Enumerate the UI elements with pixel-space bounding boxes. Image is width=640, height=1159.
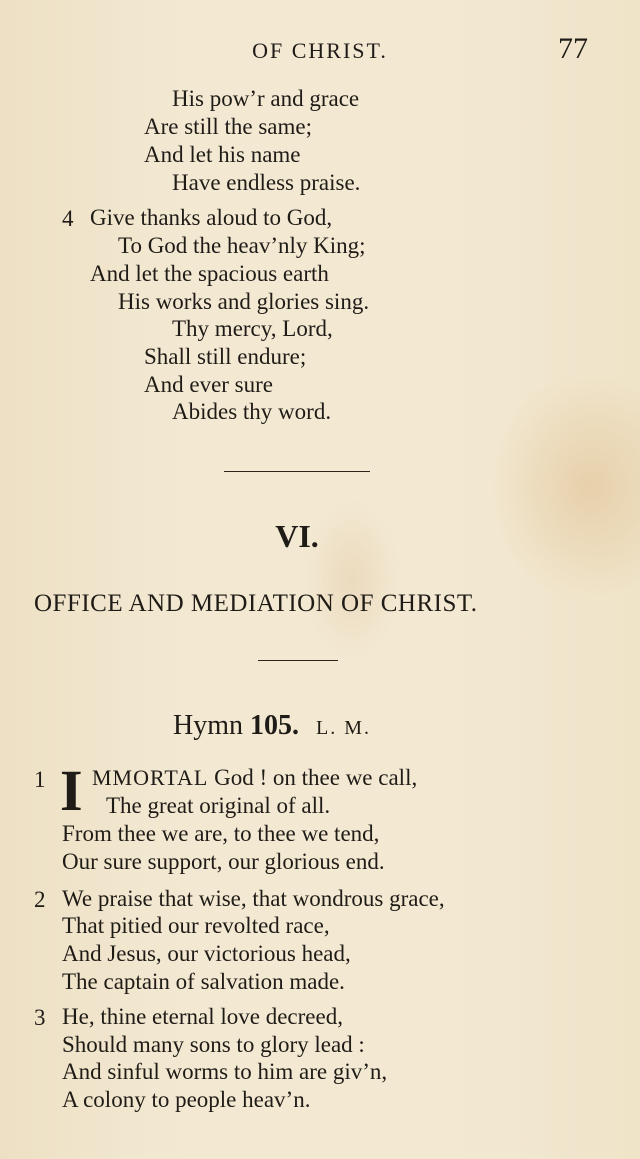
verse-line: And ever sure [144, 372, 274, 397]
verse-line [92, 766, 417, 789]
verse-line: To God the heav’nly King; [118, 233, 366, 258]
verse-line: Are still the same; [144, 114, 312, 139]
verse-line: Give thanks aloud to God, [90, 205, 333, 230]
hymn-heading [173, 710, 371, 742]
running-head: OF CHRIST. [252, 38, 388, 63]
section-title: OFFICE AND MEDIATION OF CHRIST. [34, 590, 478, 617]
verse-number: 4 [62, 206, 74, 231]
verse-number: 2 [34, 887, 46, 912]
verse-line: A colony to people heav’n. [62, 1087, 311, 1112]
verse-number: 3 [34, 1005, 46, 1030]
verse-line: His works and glories sing. [118, 289, 370, 314]
verse-line: Abides thy word. [172, 399, 332, 424]
verse-line: He, thine eternal love decreed, [62, 1004, 343, 1029]
first-line-rest: God ! on thee we call, [214, 765, 418, 790]
hymn-meter: L. M. [316, 717, 371, 739]
verse-line: Shall still endure; [144, 344, 307, 369]
verse-line: Have endless praise. [172, 170, 361, 195]
page-number: 77 [558, 32, 588, 65]
verse-line: Should many sons to glory lead : [62, 1032, 365, 1057]
verse-number: 1 [34, 767, 46, 792]
verse-line: And let the spacious earth [90, 261, 329, 286]
verse-line: From thee we are, to thee we tend, [62, 821, 380, 846]
verse-line: That pitied our revolted race, [62, 913, 330, 938]
verse-line: The captain of salvation made. [62, 969, 345, 994]
hymn-label: Hymn [173, 710, 243, 741]
verse-line: We praise that wise, that wondrous grace, [62, 886, 445, 911]
verse-line: His pow’r and grace [172, 86, 360, 111]
verse-line: Thy mercy, Lord, [172, 316, 333, 341]
verse-line: The great original of all. [106, 793, 331, 818]
section-number: VI. [275, 518, 319, 554]
hymn-number: 105. [250, 710, 299, 741]
drop-cap: I [60, 758, 83, 823]
verse-line: Our sure support, our glorious end. [62, 849, 385, 874]
divider-rule [258, 660, 338, 661]
verse-line: And Jesus, our victorious head, [62, 941, 351, 966]
verse-line: And let his name [144, 142, 301, 167]
divider-rule [224, 471, 370, 472]
verse-line: And sinful worms to him are giv’n, [62, 1059, 388, 1084]
first-word: MMORTAL [92, 765, 209, 790]
